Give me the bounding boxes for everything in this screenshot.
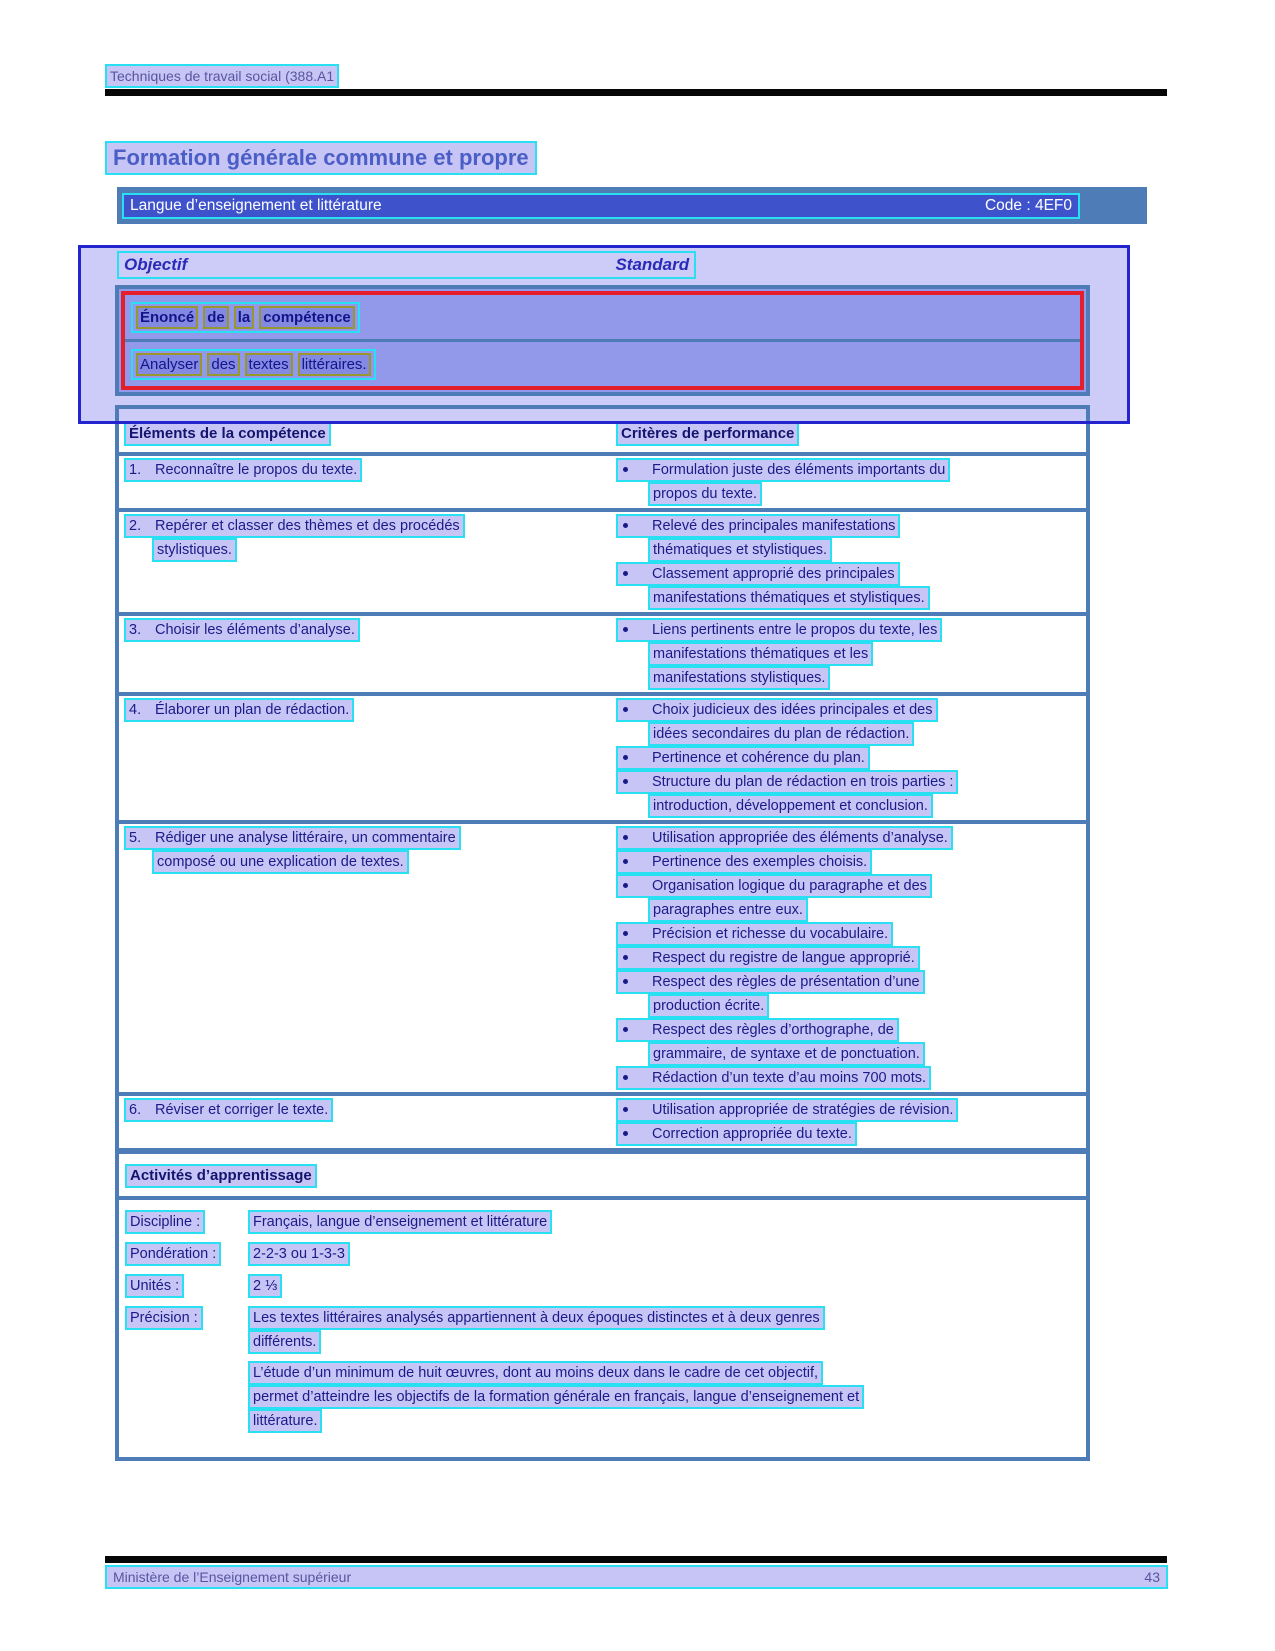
enonce-table <box>115 285 1090 396</box>
bullet-icon <box>623 755 628 760</box>
text-line <box>124 1098 608 1122</box>
activity-row <box>125 1306 1086 1433</box>
activity-label: Précision : <box>125 1306 203 1330</box>
competence-element-cell <box>119 826 608 1090</box>
text-line <box>648 642 1086 666</box>
enonce-heading <box>131 302 360 333</box>
bullet-icon <box>623 883 628 888</box>
highlighted-text: 2 ⅓ <box>248 1274 282 1298</box>
competence-element-cell <box>119 698 608 818</box>
text-line <box>152 538 608 562</box>
table-row <box>119 820 1086 1092</box>
competence-element-cell <box>119 1098 608 1146</box>
course-banner-line <box>122 193 1080 219</box>
highlighted-text: différents. <box>248 1330 321 1354</box>
highlighted-text: grammaire, de syntaxe et de ponctuation. <box>648 1042 925 1066</box>
word-box: Analyser <box>136 353 202 376</box>
bullet-icon <box>623 571 628 576</box>
course-code: Code : 4EF0 <box>984 197 1072 214</box>
highlighted-text: Rédaction d’un texte d’au moins 700 mots. <box>616 1066 931 1090</box>
competence-table <box>115 405 1090 1152</box>
text-line <box>616 922 1086 946</box>
text-line <box>648 666 1086 690</box>
highlighted-text: 4. Élaborer un plan de rédaction. <box>124 698 354 722</box>
text-line <box>124 826 608 850</box>
col1-header: Éléments de la compétence <box>124 422 331 446</box>
bullet-icon <box>623 467 628 472</box>
highlighted-text: thématiques et stylistiques. <box>648 538 832 562</box>
top-rule <box>105 89 1167 96</box>
activities-title: Activités d’apprentissage <box>125 1164 317 1188</box>
enonce-body <box>131 349 376 380</box>
text-line <box>616 1066 1086 1090</box>
course-banner <box>117 187 1147 224</box>
word-box: Énoncé <box>136 306 198 329</box>
activity-label: Unités : <box>125 1274 184 1298</box>
doc-header-text: Techniques de travail social (388.A1 <box>105 64 339 88</box>
highlighted-text: Pertinence des exemples choisis. <box>616 850 872 874</box>
activity-label: Discipline : <box>125 1210 205 1234</box>
text-line <box>616 698 1086 722</box>
highlighted-text: propos du texte. <box>648 482 762 506</box>
text-line <box>648 898 1086 922</box>
activities-header-row <box>119 1154 1086 1200</box>
highlighted-text: Respect des règles de présentation d’une <box>616 970 925 994</box>
highlighted-text: Français, langue d’enseignement et littérature <box>248 1210 552 1234</box>
highlighted-text: 6. Réviser et corriger le texte. <box>124 1098 333 1122</box>
standard-label: Standard <box>615 255 690 274</box>
competence-header-row <box>119 409 1086 452</box>
table-row <box>119 508 1086 612</box>
text-line <box>248 1242 350 1266</box>
activity-value-cell <box>248 1274 282 1298</box>
text-line <box>648 482 1086 506</box>
performance-criteria-cell <box>608 458 1086 506</box>
text-line <box>616 514 1086 538</box>
table-row <box>119 1092 1086 1148</box>
competence-element-cell <box>119 618 608 690</box>
enonce-heading-row <box>125 295 1080 342</box>
highlighted-text: paragraphes entre eux. <box>648 898 808 922</box>
text-line <box>616 874 1086 898</box>
text-line <box>616 970 1086 994</box>
text-line <box>248 1274 282 1298</box>
highlighted-text: Structure du plan de rédaction en trois parties : <box>616 770 958 794</box>
word-box: textes <box>245 353 293 376</box>
table-row <box>119 452 1086 508</box>
activities-table <box>115 1150 1090 1461</box>
text-line <box>152 850 608 874</box>
item-number: 2. <box>129 518 142 534</box>
highlighted-text: Utilisation appropriée de stratégies de révision. <box>616 1098 958 1122</box>
text-line <box>248 1385 864 1409</box>
activity-value-cell <box>248 1242 350 1266</box>
highlighted-text: Correction appropriée du texte. <box>616 1122 857 1146</box>
bullet-icon <box>623 859 628 864</box>
footer-bar <box>105 1565 1168 1589</box>
highlighted-text: idées secondaires du plan de rédaction. <box>648 722 914 746</box>
activity-label-cell <box>125 1242 248 1266</box>
highlighted-text: 1. Reconnaître le propos du texte. <box>124 458 362 482</box>
text-line <box>124 618 608 642</box>
text-line <box>616 746 1086 770</box>
text-line <box>616 770 1086 794</box>
text-line <box>648 994 1086 1018</box>
bullet-icon <box>623 523 628 528</box>
highlighted-text: stylistiques. <box>152 538 237 562</box>
enonce-red-frame <box>121 291 1084 390</box>
text-line <box>616 458 1086 482</box>
bullet-icon <box>623 627 628 632</box>
word-box: des <box>207 353 239 376</box>
text-line <box>248 1330 864 1354</box>
highlighted-text: manifestations thématiques et les <box>648 642 873 666</box>
item-number: 3. <box>129 622 142 638</box>
footer-page-number: 43 <box>1144 1569 1160 1585</box>
item-number: 5. <box>129 830 142 846</box>
text-line <box>648 1042 1086 1066</box>
activity-label-cell <box>125 1274 248 1298</box>
highlighted-text: 2-2-3 ou 1-3-3 <box>248 1242 350 1266</box>
highlighted-text: introduction, développement et conclusion. <box>648 794 933 818</box>
footer-rule <box>105 1556 1167 1563</box>
competence-element-cell <box>119 514 608 610</box>
col2-header-cell <box>608 422 799 446</box>
text-line <box>616 1098 1086 1122</box>
text-line <box>248 1409 864 1433</box>
activity-value-cell <box>248 1210 552 1234</box>
activity-value-cell <box>248 1306 864 1433</box>
table-row <box>119 692 1086 820</box>
course-name: Langue d’enseignement et littérature <box>130 197 382 214</box>
highlighted-text: manifestations stylistiques. <box>648 666 830 690</box>
col1-header-cell <box>119 422 608 446</box>
highlighted-text: production écrite. <box>648 994 769 1018</box>
word-box: compétence <box>259 306 355 329</box>
highlighted-text: L’étude d’un minimum de huit œuvres, dont au moins deux dans le cadre de cet objectif, <box>248 1361 823 1385</box>
highlighted-text: Pertinence et cohérence du plan. <box>616 746 870 770</box>
text-line <box>124 458 608 482</box>
objectif-label: Objectif <box>124 255 188 274</box>
bullet-icon <box>623 835 628 840</box>
objectif-standard-box <box>117 251 696 279</box>
text-line <box>124 698 608 722</box>
col2-header: Critères de performance <box>616 422 799 446</box>
performance-criteria-cell <box>608 618 1086 690</box>
highlighted-text: Organisation logique du paragraphe et des <box>616 874 932 898</box>
bullet-icon <box>623 955 628 960</box>
word-box: de <box>203 306 229 329</box>
bullet-icon <box>623 931 628 936</box>
bullet-icon <box>623 1107 628 1112</box>
highlighted-text: composé ou une explication de textes. <box>152 850 409 874</box>
table-row <box>119 612 1086 692</box>
highlighted-text: Utilisation appropriée des éléments d’analyse. <box>616 826 953 850</box>
text-line <box>248 1361 864 1385</box>
text-line <box>648 586 1086 610</box>
page-title <box>105 141 537 175</box>
doc-header <box>105 64 339 88</box>
bullet-icon <box>623 707 628 712</box>
highlighted-text: Choix judicieux des idées principales et des <box>616 698 938 722</box>
highlighted-text: Liens pertinents entre le propos du texte, les <box>616 618 942 642</box>
item-number: 1. <box>129 462 142 478</box>
highlighted-text: 5. Rédiger une analyse littéraire, un commentaire <box>124 826 461 850</box>
highlighted-text: permet d’atteindre les objectifs de la formation générale en français, langue d’enseignement et <box>248 1385 864 1409</box>
bullet-icon <box>623 1027 628 1032</box>
highlighted-text: 3. Choisir les éléments d’analyse. <box>124 618 360 642</box>
text-line <box>616 1018 1086 1042</box>
activity-row <box>125 1210 1086 1234</box>
text-line <box>616 826 1086 850</box>
text-line <box>648 722 1086 746</box>
highlighted-text: 2. Repérer et classer des thèmes et des procédés <box>124 514 465 538</box>
footer-ministry: Ministère de l’Enseignement supérieur <box>113 1569 352 1585</box>
competence-rows <box>119 452 1086 1148</box>
activity-label: Pondération : <box>125 1242 221 1266</box>
text-line <box>616 946 1086 970</box>
performance-criteria-cell <box>608 698 1086 818</box>
activities-rows <box>119 1200 1086 1457</box>
highlighted-text: Relevé des principales manifestations <box>616 514 900 538</box>
activity-label-cell <box>125 1306 248 1433</box>
objectif-standard-row <box>117 251 696 279</box>
text-line <box>616 1122 1086 1146</box>
highlighted-text: Respect des règles d’orthographe, de <box>616 1018 899 1042</box>
page-title-text: Formation générale commune et propre <box>105 141 537 175</box>
bullet-icon <box>623 779 628 784</box>
highlighted-text: Formulation juste des éléments importants du <box>616 458 950 482</box>
performance-criteria-cell <box>608 1098 1086 1146</box>
highlighted-text: manifestations thématiques et stylistiques. <box>648 586 930 610</box>
highlighted-text: littérature. <box>248 1409 322 1433</box>
text-line <box>616 562 1086 586</box>
competence-element-cell <box>119 458 608 506</box>
text-line <box>248 1210 552 1234</box>
bullet-icon <box>623 1131 628 1136</box>
word-box: la <box>234 306 255 329</box>
performance-criteria-cell <box>608 514 1086 610</box>
text-line <box>648 794 1086 818</box>
bullet-icon <box>623 979 628 984</box>
highlighted-text: Les textes littéraires analysés appartiennent à deux époques distinctes et à deux genres <box>248 1306 825 1330</box>
highlighted-text: Précision et richesse du vocabulaire. <box>616 922 893 946</box>
text-line <box>616 850 1086 874</box>
text-line <box>248 1306 864 1330</box>
word-box: littéraires. <box>298 353 371 376</box>
text-line <box>648 538 1086 562</box>
highlighted-text: Respect du registre de langue approprié. <box>616 946 920 970</box>
bullet-icon <box>623 1075 628 1080</box>
item-number: 6. <box>129 1102 142 1118</box>
activity-row <box>125 1242 1086 1266</box>
activity-label-cell <box>125 1210 248 1234</box>
activity-row <box>125 1274 1086 1298</box>
performance-criteria-cell <box>608 826 1086 1090</box>
highlighted-text: Classement approprié des principales <box>616 562 900 586</box>
item-number: 4. <box>129 702 142 718</box>
text-line <box>616 618 1086 642</box>
text-line <box>124 514 608 538</box>
enonce-body-row <box>125 342 1080 386</box>
